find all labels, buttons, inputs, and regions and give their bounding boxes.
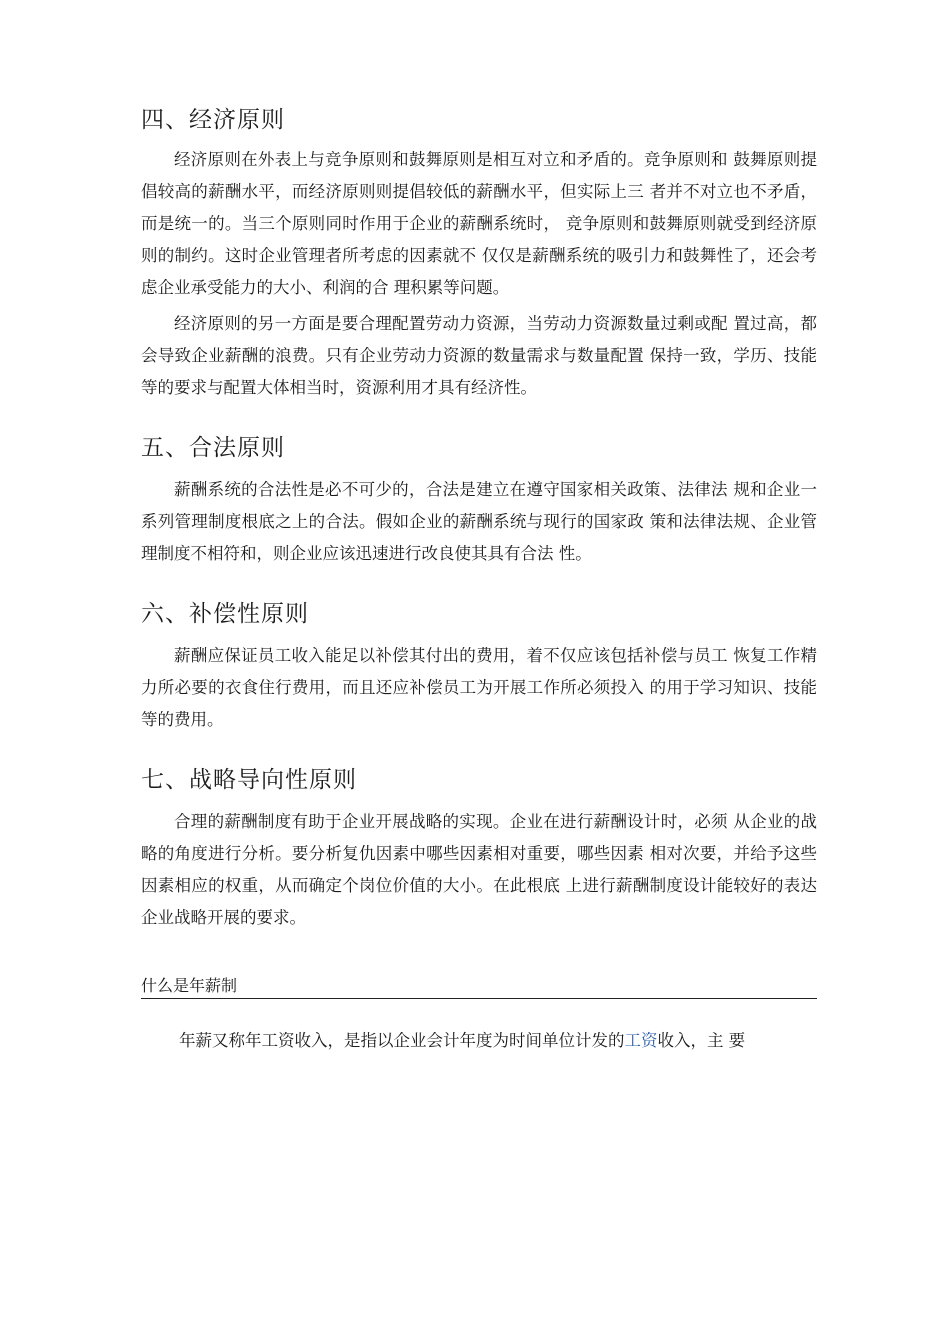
section-heading: 五、合法原则 [141, 435, 285, 461]
document-body [141, 100, 817, 1057]
paragraph: 薪酬应保证员工收入能足以补偿其付出的费用，着不仅应该包括补偿与员工 恢复工作精力所必要的衣食住行费用，而且还应补偿员工为开展工作所必须投入 的用于学习知识、技能等的费用。 [141, 646, 817, 729]
section-economic-principle [141, 100, 817, 404]
paragraph: 合理的薪酬制度有助于企业开展战略的实现。企业在进行薪酬设计时，必须 从企业的战略的角度进行分析。要分析复仇因素中哪些因素相对重要，哪些因素 相对次要，并给予这些因素相应的权重，从而确定个岗位价值的大小。在此根底 上进行薪酬制度设计能较好的表达企业战略开展的要求。 [141, 812, 817, 927]
annual-salary-paragraph [141, 1025, 817, 1057]
section-heading: 六、补偿性原则 [141, 601, 309, 627]
section-heading: 四、经济原则 [141, 107, 285, 133]
subsection-title: 什么是年薪制 [141, 974, 817, 999]
section-heading: 七、战略导向性原则 [141, 767, 357, 793]
paragraph: 经济原则在外表上与竞争原则和鼓舞原则是相互对立和矛盾的。竞争原则和 鼓舞原则提倡较高的薪酬水平，而经济原则则提倡较低的薪酬水平，但实际上三 者并不对立也不矛盾，而是统一的。当三个原则同时作用于企业的薪酬系统时， 竞争原则和鼓舞原则就受到经济原则的制约。这时企业管理者所考虑的因素就不 仅仅是薪酬系统的吸引力和鼓舞性了，还会考虑企业承受能力的大小、利润的合 理积累等问题。 [141, 150, 817, 297]
wage-link[interactable]: 工资 [624, 1031, 658, 1050]
paragraph-text: 收入，主 要 [657, 1031, 746, 1050]
paragraph-text: 年薪又称年工资收入，是指以企业会计年度为时间单位计发的 [178, 1031, 625, 1050]
section-strategy-principle [141, 760, 817, 934]
section-compensation-principle [141, 594, 817, 736]
section-legal-principle [141, 428, 817, 570]
paragraph: 薪酬系统的合法性是必不可少的，合法是建立在遵守国家相关政策、法律法 规和企业一系列管理制度根底之上的合法。假如企业的薪酬系统与现行的国家政 策和法律法规、企业管理制度不相符和，则企业应该迅速进行改良使其具有合法 性。 [141, 480, 817, 563]
paragraph: 经济原则的另一方面是要合理配置劳动力资源，当劳动力资源数量过剩或配 置过高，都会导致企业薪酬的浪费。只有企业劳动力资源的数量需求与数量配置 保持一致，学历、技能等的要求与配置大体相当时，资源利用才具有经济性。 [141, 314, 817, 397]
